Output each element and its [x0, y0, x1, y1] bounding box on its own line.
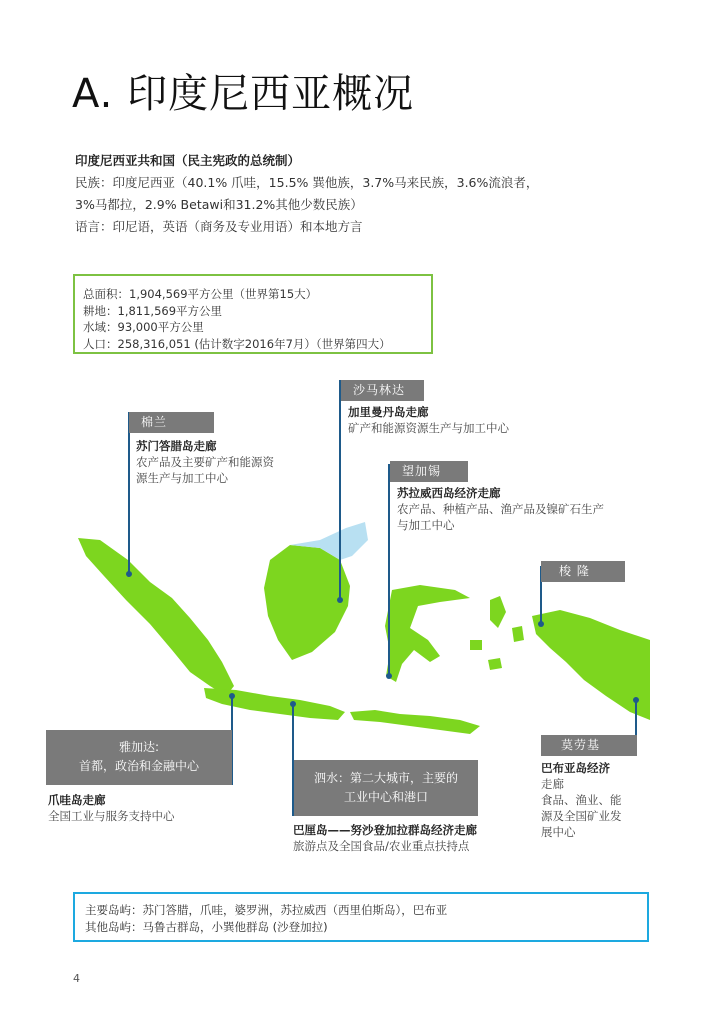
merauke-desc-3: 源及全国矿业发: [541, 809, 622, 823]
papua-corridor-title: 巴布亚岛经济: [541, 761, 610, 775]
makassar-desc-2: 与加工中心: [397, 518, 455, 532]
samarinda-caption: [348, 404, 509, 436]
water-area: 水域：93,000平方公里: [83, 320, 204, 334]
jakarta-tag: [46, 730, 232, 785]
ethnic-line-1: 民族：印度尼西亚（40.1% 爪哇，15.5% 巽他族，3.7%马来民族，3.6%流浪者，: [75, 175, 539, 190]
total-area: 总面积：1,904,569平方公里（世界第15大）: [83, 287, 318, 301]
surabaya-tag: [294, 760, 478, 816]
lesser-sunda-islands: [350, 710, 480, 734]
samarinda-desc-1: 矿产和能源资源生产与加工中心: [348, 421, 509, 435]
islands-box: [73, 892, 649, 942]
main-islands: 主要岛屿：苏门答腊，爪哇，婆罗洲，苏拉威西（西里伯斯岛），巴布亚: [85, 903, 448, 917]
surabaya-caption: [293, 822, 477, 854]
country-heading: 印度尼西亚共和国（民主宪政的总统制）: [75, 153, 301, 168]
sumatra-corridor-title: 苏门答腊岛走廊: [136, 439, 217, 453]
surabaya-tag-line-2: 工业中心和港口: [343, 790, 428, 804]
population: 人口：258,316,051 (估计数字2016年7月）（世界第四大）: [83, 336, 391, 351]
kalimantan-corridor-title: 加里曼丹岛走廊: [348, 405, 429, 419]
medan-desc-2: 源生产与加工中心: [136, 471, 228, 485]
sorong-dot: [538, 621, 544, 627]
merauke-desc-2: 食品、渔业、能: [541, 793, 622, 807]
merauke-desc-4: 展中心: [541, 825, 576, 839]
makassar-caption: [397, 485, 604, 533]
bali-nusa-corridor-title: 巴厘岛——努沙登加拉群岛经济走廊: [293, 823, 477, 837]
language-line: 语言：印尼语，英语（商务及专业用语）和本地方言: [75, 219, 363, 234]
sulawesi-corridor-title: 苏拉威西岛经济走廊: [397, 486, 501, 500]
jakarta-caption: [48, 792, 175, 824]
medan-tag: 棉兰: [129, 412, 214, 433]
medan-dot: [126, 571, 132, 577]
arable-land: 耕地：1,811,569平方公里: [83, 303, 223, 318]
samarinda-dot: [337, 597, 343, 603]
jakarta-tag-line-1: 雅加达:: [118, 740, 160, 754]
makassar-desc-1: 农产品、种植产品、渔产品及镍矿石生产: [397, 502, 604, 516]
sorong-tag: 梭 隆: [541, 561, 625, 582]
java-corridor-title: 爪哇岛走廊: [48, 793, 106, 807]
surabaya-dot: [290, 701, 296, 707]
ethnic-line-2: 3%马都拉，2.9% Betawi和31.2%其他少数民族）: [75, 197, 363, 212]
makassar-tag: 望加锡: [390, 461, 468, 482]
surabaya-tag-line-1: 泗水：第二大城市，主要的: [313, 771, 458, 785]
samarinda-tag: 沙马林达: [341, 380, 424, 401]
page-title: A. 印度尼西亚概况: [72, 71, 415, 117]
jakarta-tag-line-2: 首都，政治和金融中心: [78, 759, 199, 773]
merauke-tag: 莫劳基: [541, 735, 637, 756]
java-island: [204, 688, 345, 720]
maluku-islands: [470, 596, 524, 670]
other-islands: 其他岛屿：马鲁古群岛，小巽他群岛 (沙登加拉): [85, 920, 328, 934]
jakarta-desc-1: 全国工业与服务支持中心: [48, 809, 175, 823]
merauke-dot: [633, 697, 639, 703]
borneo-island: [264, 545, 350, 660]
sulawesi-island: [385, 585, 470, 682]
jakarta-dot: [229, 693, 235, 699]
page-number: 4: [73, 972, 80, 985]
merauke-desc-1: 走廊: [541, 777, 564, 791]
papua-island: [532, 610, 650, 720]
medan-caption: [136, 438, 274, 486]
sumatra-island: [78, 538, 234, 696]
surabaya-desc-1: 旅游点及全国食品/农业重点扶持点: [293, 839, 470, 853]
medan-desc-1: 农产品及主要矿产和能源资: [136, 455, 274, 469]
merauke-caption: [541, 760, 622, 840]
makassar-dot: [386, 673, 392, 679]
